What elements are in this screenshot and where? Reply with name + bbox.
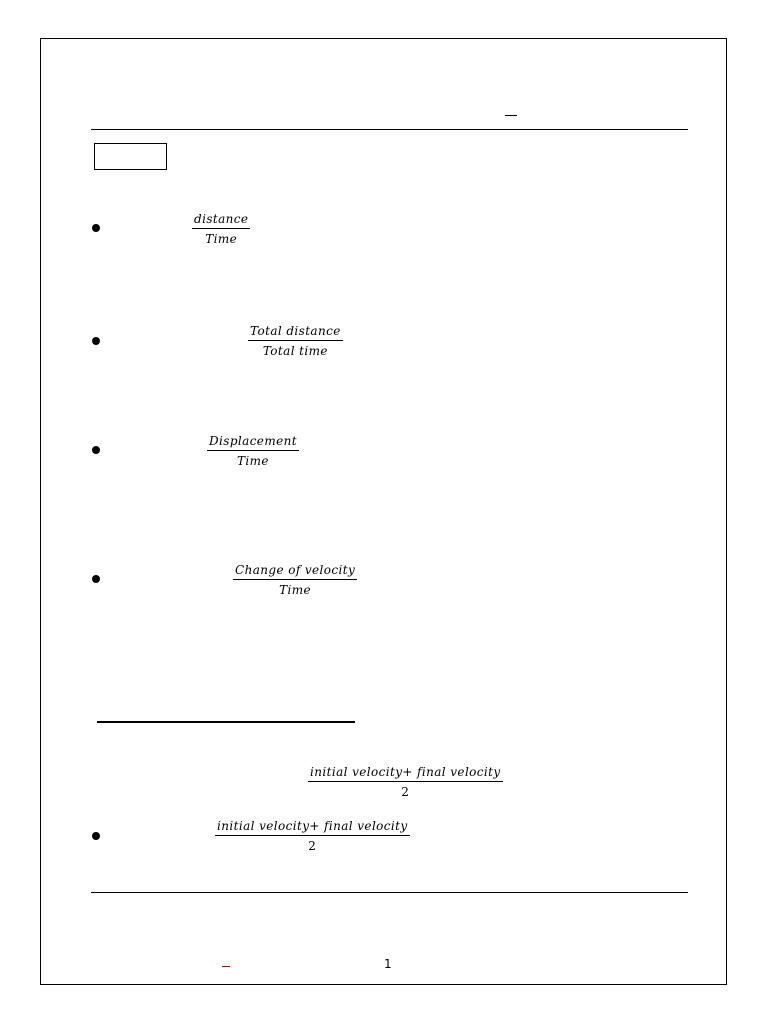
footer-rule (91, 892, 688, 893)
bullet-1 (92, 224, 100, 232)
formula-numerator: Displacement (209, 434, 297, 448)
header-rule (91, 129, 688, 130)
page-number: 1 (384, 957, 392, 971)
bullet-2 (92, 337, 100, 345)
formula-average-speed (248, 324, 343, 358)
formula-denominator: Total time (262, 344, 328, 358)
footer-dash (222, 966, 230, 967)
bullet-4 (92, 575, 100, 583)
formula-denominator: Time (237, 454, 269, 468)
formula-numerator: initial velocity+ final velocity (310, 765, 501, 779)
formula-denominator: 2 (308, 839, 317, 853)
formula-numerator: initial velocity+ final velocity (217, 819, 408, 833)
formula-numerator: distance (194, 212, 249, 226)
formula-average-velocity-bullet (215, 819, 410, 853)
formula-denominator: Time (279, 583, 312, 597)
heading-box (94, 143, 167, 170)
formula-acceleration (233, 563, 357, 597)
formula-denominator: 2 (401, 785, 410, 799)
formula-numerator: Total distance (250, 324, 341, 338)
formula-velocity (207, 434, 299, 468)
formula-average-velocity (308, 765, 503, 799)
section-underline (97, 721, 355, 723)
formula-denominator: Time (205, 232, 238, 246)
formula-speed (192, 212, 250, 246)
bullet-5 (92, 832, 100, 840)
header-dash (505, 115, 517, 116)
bullet-3 (92, 446, 100, 454)
formula-numerator: Change of velocity (235, 563, 356, 577)
